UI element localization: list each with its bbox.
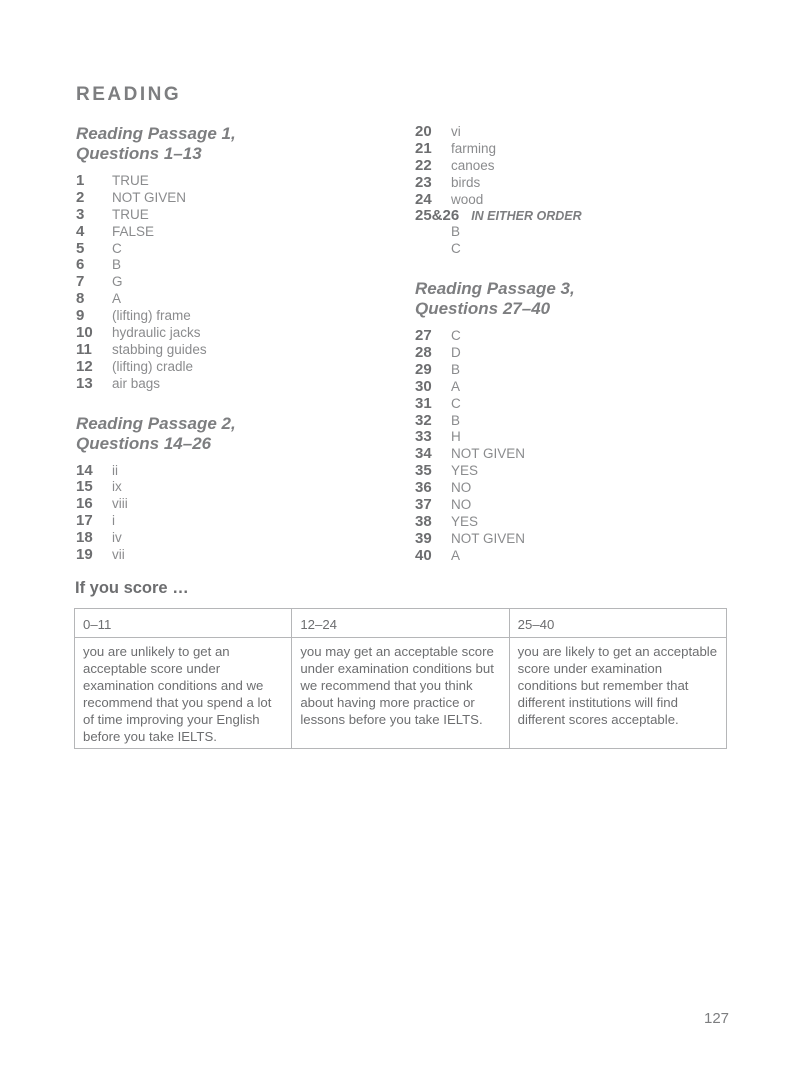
answer-text: air bags [112,375,161,391]
question-number: 32 [415,411,432,429]
answer-text: NOT GIVEN [451,530,526,546]
answer-text: C [451,328,461,344]
answer-row [76,512,376,529]
passage2-title-line2: Questions 14–26 [76,433,212,453]
answer-row [415,378,715,395]
answer-text: vi [451,124,461,139]
answer-row [415,174,715,191]
question-number: 33 [415,428,432,446]
answer-row [76,375,376,392]
answer-row [76,529,376,546]
question-number: 6 [76,256,85,274]
question-number: 3 [76,205,85,223]
question-number: 23 [415,173,432,191]
question-number: 36 [415,479,432,497]
answer-row [76,273,376,290]
question-number: 14 [76,461,93,479]
answer-row [415,191,715,208]
answer-text: (lifting) cradle [112,358,194,374]
answer-row [76,307,376,324]
answer-text: iv [112,530,122,546]
answer-row [415,496,715,513]
passage3-title-line2: Questions 27–40 [415,299,551,319]
question-number: 39 [415,529,432,547]
question-number: 16 [76,495,93,513]
passage2-title-line1: Reading Passage 2, [76,413,236,433]
question-number: 8 [76,290,85,308]
answer-text: A [451,378,461,394]
answer-text: H [451,429,461,445]
score-table [74,608,727,749]
answer-text: FALSE [112,223,155,239]
score-range-cell: 12–24 [292,609,509,638]
question-number: 19 [76,546,93,564]
answer-row [415,479,715,496]
answer-text: i [112,513,115,529]
question-number: 20 [415,123,432,140]
question-number: 4 [76,222,85,240]
answer-row [415,462,715,479]
answer-text: stabbing guides [112,341,207,357]
answer-text: A [451,547,461,563]
answer-text: vii [112,547,125,563]
answer-row [76,290,376,307]
answer-row [415,344,715,361]
answer-row [415,224,715,241]
answer-text: YES [451,513,479,529]
question-number: 22 [415,156,432,174]
question-number: 2 [76,188,85,206]
passage2-answer-list-right [415,123,715,258]
answer-row [76,324,376,341]
question-number: 30 [415,377,432,395]
answer-row [415,412,715,429]
right-column [415,123,715,564]
question-number: 18 [76,529,93,547]
answer-text: farming [451,140,497,156]
answer-text: viii [112,496,128,512]
question-number: 38 [415,512,432,530]
question-number: 35 [415,462,432,480]
question-number: 28 [415,344,432,362]
either-order-note: IN EITHER ORDER [471,209,582,224]
answer-text: TRUE [112,206,149,222]
answer-text: B [451,224,461,240]
answer-row [76,462,376,479]
score-description-cell: you are unlikely to get an acceptable score under examination conditions and we recommend that you spend a lot of time improving your English before you take IELTS. [75,638,292,749]
answer-row [76,206,376,223]
answer-row [415,513,715,530]
score-description-row [75,638,727,749]
answer-text: NO [451,497,472,513]
answer-text: C [112,240,122,256]
answer-text: hydraulic jacks [112,325,201,341]
answer-text: canoes [451,157,495,173]
question-number: 10 [76,324,93,342]
question-number: 24 [415,190,432,208]
answer-row [415,547,715,564]
answer-row [415,395,715,412]
answer-text: TRUE [112,173,149,188]
question-number: 34 [415,445,432,463]
question-number: 7 [76,273,85,291]
answer-text: NO [451,480,472,496]
answer-row [76,478,376,495]
page-number: 127 [704,1010,730,1027]
question-number: 9 [76,307,85,325]
passage2-answer-list-left [76,462,376,563]
score-range-cell: 0–11 [75,609,292,638]
question-number: 12 [76,357,93,375]
passage2-title [76,414,376,454]
question-number: 13 [76,374,93,392]
question-number: 15 [76,478,93,496]
answer-row [415,445,715,462]
answer-row [76,256,376,273]
left-column [76,124,376,563]
answer-text: NOT GIVEN [112,189,187,205]
passage1-title-line2: Questions 1–13 [76,144,202,163]
question-number: 11 [76,340,92,358]
answer-row-either-order [415,207,715,224]
question-number: 5 [76,239,85,257]
answer-row [76,172,376,189]
answer-text: birds [451,174,481,190]
answer-row [76,495,376,512]
question-number: 25&26 [415,207,460,225]
score-range-cell: 25–40 [509,609,726,638]
question-number: 40 [415,546,432,564]
question-number: 21 [415,139,432,157]
score-description-cell: you may get an acceptable score under examination conditions but we recommend that you think about having more practice or lessons before you take IELTS. [292,638,509,749]
score-range-row [75,609,727,638]
answer-row [76,341,376,358]
question-number: 1 [76,172,85,189]
answer-text: YES [451,463,479,479]
answer-text: C [451,395,461,411]
page-heading: READING [76,84,182,105]
question-number: 37 [415,496,432,514]
question-number: 27 [415,327,432,345]
answer-row [415,241,715,258]
answer-row [76,358,376,375]
answer-row [415,361,715,378]
passage3-title-line1: Reading Passage 3, [415,279,575,299]
passage1-title-line1: Reading Passage 1, [76,124,236,143]
score-heading: If you score … [75,579,189,597]
answer-row [415,530,715,547]
answer-row [76,223,376,240]
passage3-answer-list [415,327,715,563]
answer-text: (lifting) frame [112,308,191,324]
question-number: 17 [76,512,93,530]
answer-text: ix [112,479,122,495]
answer-text: B [112,257,122,273]
answer-text: B [451,412,461,428]
answer-text: G [112,274,123,290]
question-number: 31 [415,394,432,412]
answer-text: B [451,361,461,377]
answer-text: wood [451,191,484,207]
answer-text: NOT GIVEN [451,446,526,462]
answer-row [76,546,376,563]
answer-row [76,240,376,257]
answer-row [415,428,715,445]
answer-text: ii [112,462,118,478]
answer-row [415,157,715,174]
answer-row [76,189,376,206]
question-number: 29 [415,360,432,378]
answer-row [415,140,715,157]
score-description-cell: you are likely to get an acceptable score under examination conditions but remember that different institutions will find different scores acceptable. [509,638,726,749]
answer-text: A [112,291,122,307]
passage1-title [76,124,376,164]
answer-row [415,327,715,344]
passage1-answer-list [76,172,376,392]
answer-text: C [451,241,461,257]
answer-row [415,123,715,140]
answer-text: D [451,345,461,361]
passage3-title [415,279,715,319]
